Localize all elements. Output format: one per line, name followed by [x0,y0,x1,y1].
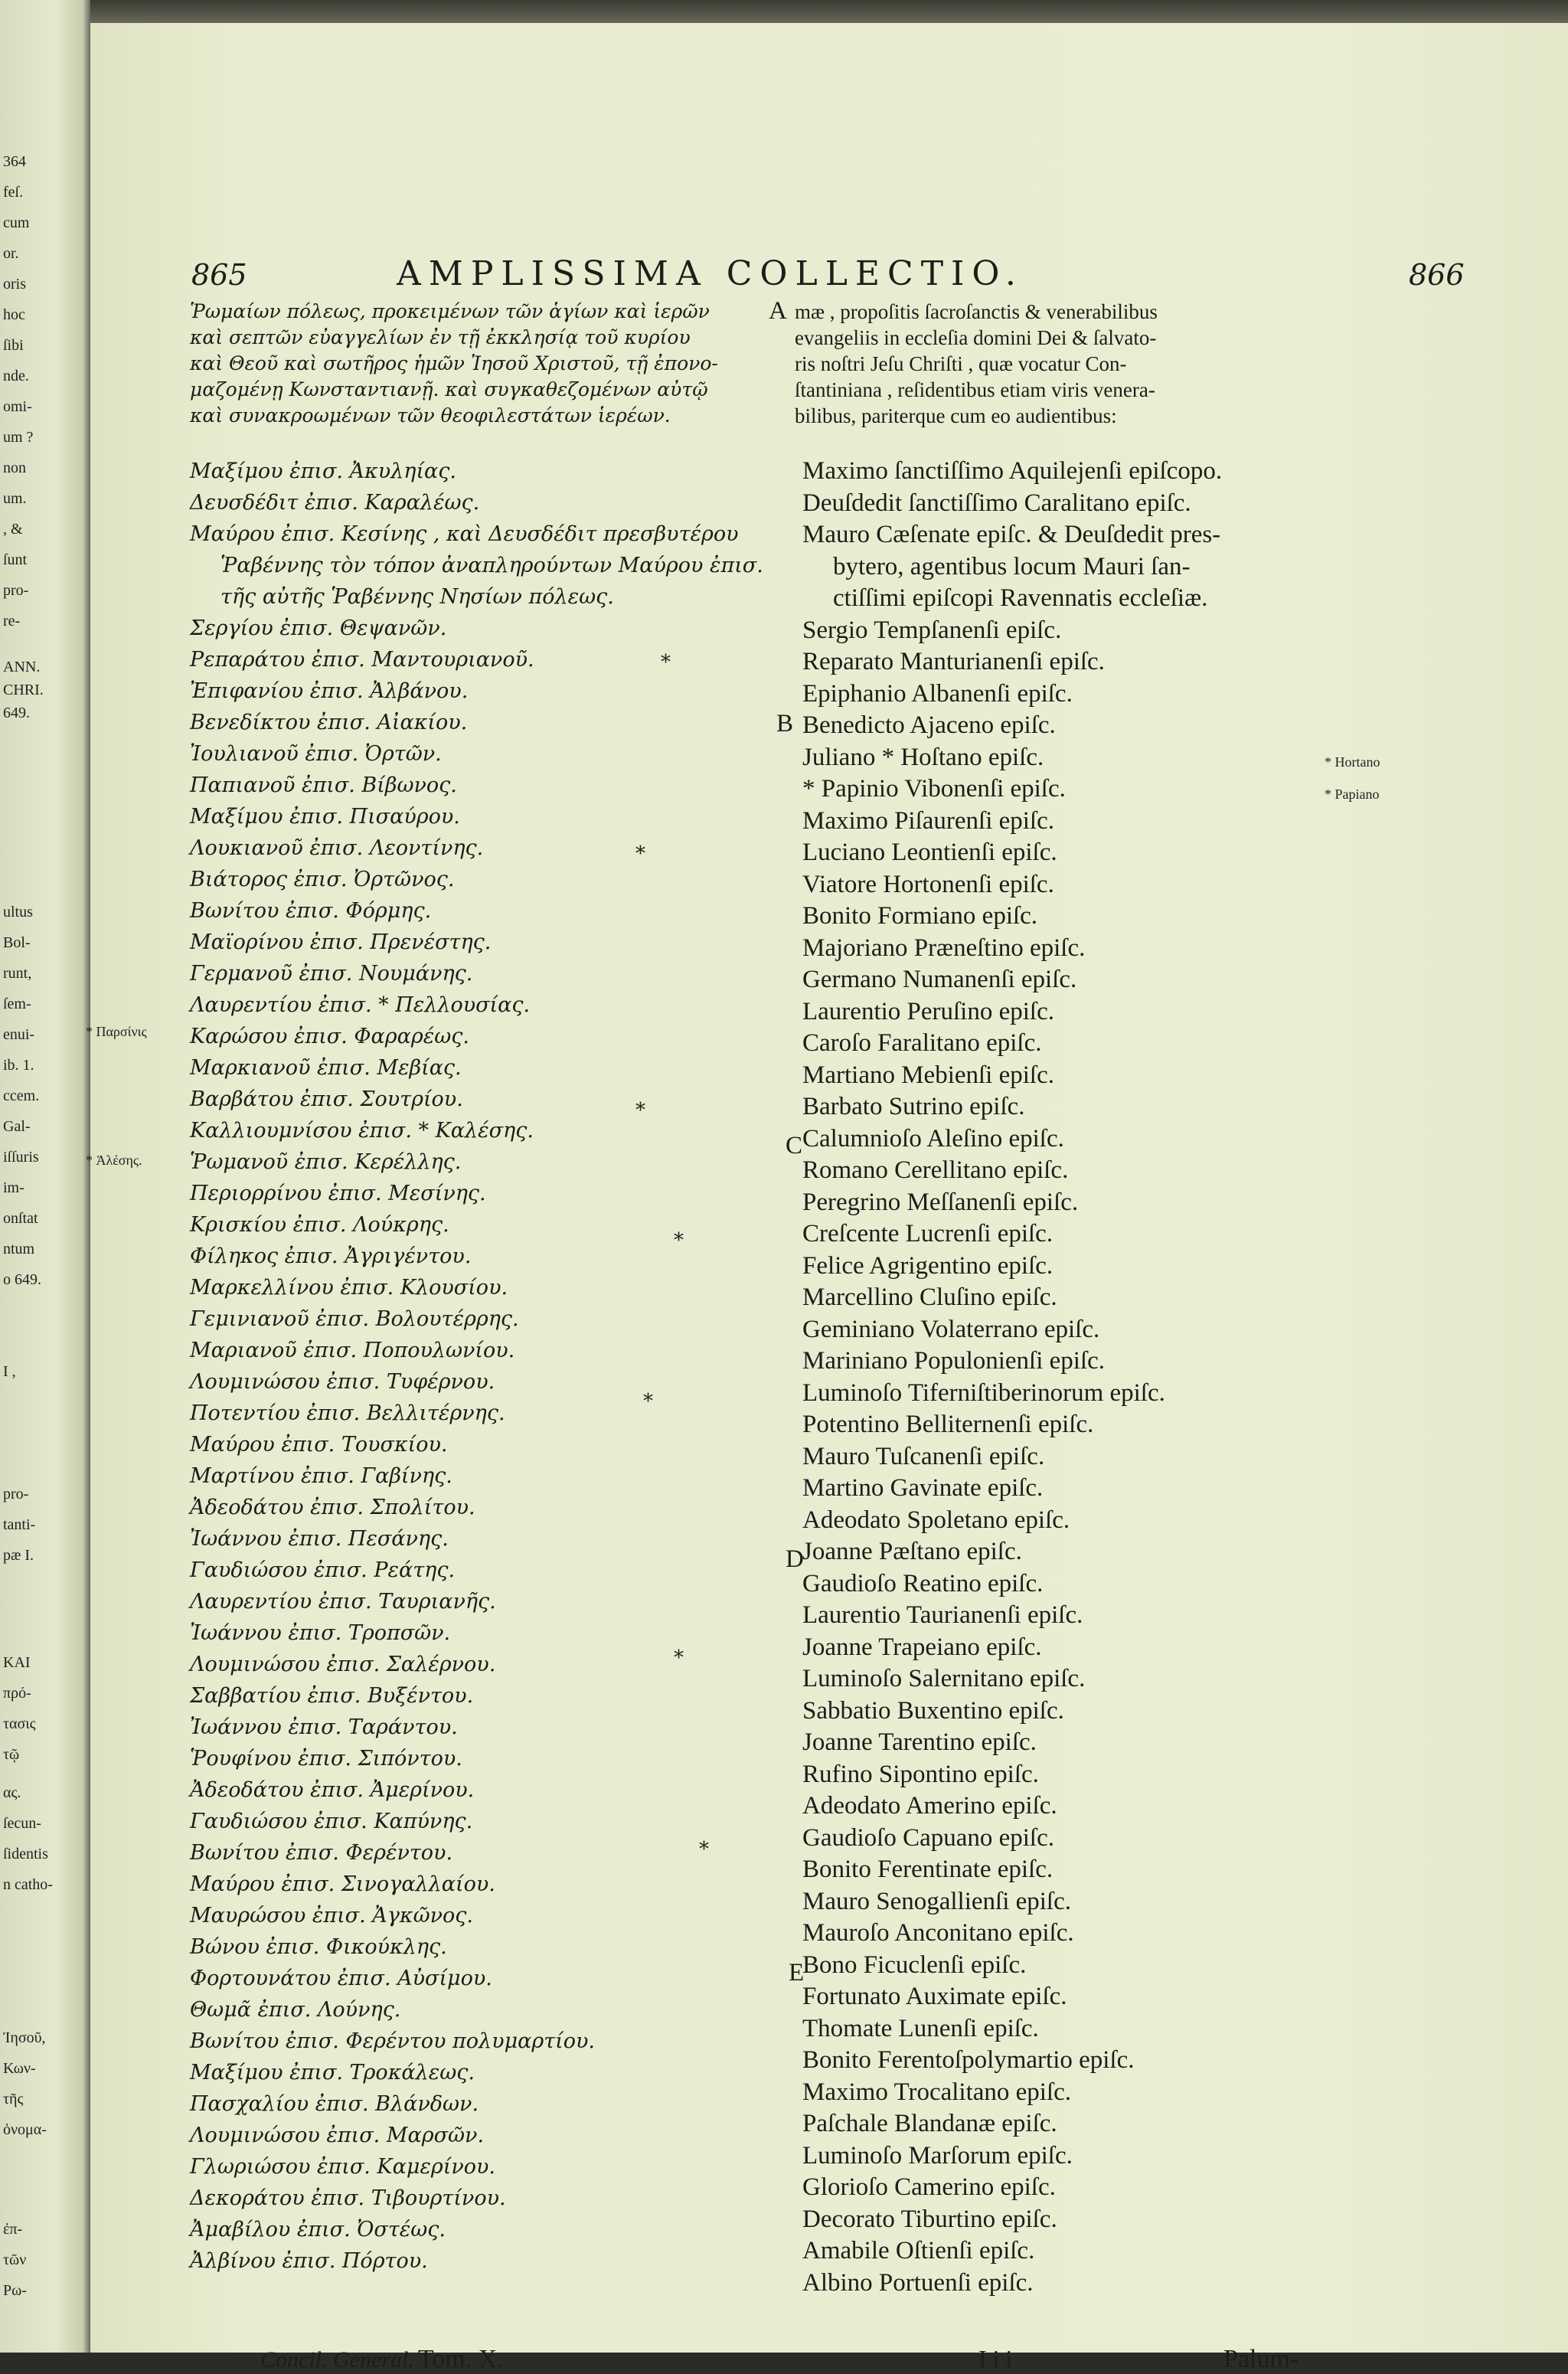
latin-entry: Luminoſo Salernitano epiſc. [802,1665,1086,1692]
facing-page-fragment: ccem. [3,1087,40,1104]
greek-entry: Μαξίμου ἐπισ. Πισαύρου. [190,805,460,829]
facing-page-fragment: feſ. [3,184,24,201]
facing-page-fragment: ſecun- [3,1815,41,1832]
greek-entry: Ἰωάννου ἐπισ. Τροπσῶν. [190,1621,451,1645]
facing-page-fragment: KAI [3,1654,31,1671]
greek-entry: Βαρβάτου ἐπισ. Σουτρίου. [190,1087,463,1111]
latin-entry: Maximo Trocalitano epiſc. [802,2078,1072,2106]
latin-entry: Martino Gavinate epiſc. [802,1474,1044,1502]
greek-entry: τῆς αὐτῆς Ῥαβέννης Νησίων πόλεως. [220,585,614,609]
book-page [86,23,1568,2373]
facing-page-fragment: τῷ [3,1746,20,1763]
greek-entry: Βωνίτου ἐπισ. Φόρμης. [190,899,432,923]
latin-entry: Benedicto Ajaceno epiſc. [802,711,1056,739]
facing-page-fragment: Gal- [3,1118,31,1135]
greek-entry: Λαυρεντίου ἐπισ. Ταυριανῆς. [190,1590,496,1614]
greek-entry: Λουμινώσου ἐπισ. Σαλέρνου. [190,1653,496,1676]
latin-entry: Rufino Sipontino epiſc. [802,1760,1039,1788]
greek-entry: Ἰουλιανοῦ ἐπισ. Ὀρτῶν. [190,742,442,766]
greek-entry: Γαυδιώσου ἐπισ. Καπύνης. [190,1810,473,1833]
facing-page-fragment: um. [3,490,27,507]
latin-entry: Albino Portuenſi epiſc. [802,2268,1034,2297]
facing-page-fragment: 364 [3,153,26,170]
latin-column [802,456,1222,2299]
greek-entry: Σαββατίου ἐπισ. Βυξέντου. [190,1684,474,1708]
greek-entry: Λουκιανοῦ ἐπισ. Λεοντίνης. [190,836,484,860]
facing-page-fragment: CHRI. [3,682,44,698]
latin-entry: Creſcente Lucrenſi epiſc. [802,1220,1054,1247]
latin-entry: Laurentio Taurianenſi epiſc. [802,1601,1083,1629]
margin-note-hortano: * Hortano [1325,754,1380,770]
collation-asterisk: * [699,1838,709,1861]
greek-entry: Μαύρου ἐπισ. Τουσκίου. [190,1433,448,1457]
greek-entry: Ἀδεοδάτου ἐπισ. Σπολίτου. [190,1496,475,1519]
greek-entry: Μαρκελλίνου ἐπισ. Κλουσίου. [190,1276,508,1300]
latin-entry: Mauro Senogallienſi epiſc. [802,1887,1071,1915]
margin-note-greek-2: * Ἀλέσης. [86,1153,142,1168]
greek-intro-line: καὶ συνακροωμένων τῶν θεοφιλεστάτων ἱερέων. [190,404,671,427]
latin-entry: Mauro Cæſenate epiſc. & Deuſdedit pres- [802,521,1221,548]
facing-page-fragment: ὀνομα- [3,2121,47,2138]
greek-entry: Ἐπιφανίου ἐπισ. Ἀλβάνου. [190,679,469,703]
greek-entry: Ἰωάννου ἐπισ. Ταράντου. [190,1715,458,1739]
greek-entry: Λουμινώσου ἐπισ. Τυφέρνου. [190,1370,495,1394]
facing-page-fragment: oris [3,276,26,293]
greek-intro-line: μαζομένῃ Κωνσταντιανῇ. καὶ συγκαθεζομένων αὐτῷ [190,378,708,401]
greek-entry: Βενεδίκτου ἐπισ. Αἰακίου. [190,711,468,734]
latin-entry: Gaudioſo Capuano epiſc. [802,1823,1055,1852]
facing-page-fragment: Ἰησοῦ, [3,2029,46,2046]
facing-page-fragment: ntum [3,1241,35,1257]
latin-entry: Paſchale Blandanæ epiſc. [802,2110,1057,2137]
facing-page-fragment: ſidentis [3,1846,48,1862]
greek-entry: Ἀδεοδάτου ἐπισ. Ἀμερίνου. [190,1778,475,1802]
latin-entry: Adeodato Spoletano epiſc. [802,1506,1070,1534]
collation-asterisk: * [635,842,645,865]
latin-entry: Maximo Piſaurenſi epiſc. [802,806,1055,835]
greek-entry: Καρώσου ἐπισ. Φαραρέως. [190,1025,469,1048]
facing-page-fragment: pro- [3,1486,29,1503]
greek-entry: Παπιανοῦ ἐπισ. Βίβωνος. [190,773,457,797]
facing-page-fragment: um ? [3,429,34,446]
latin-entry: Juliano * Hoſtano epiſc. [802,743,1044,771]
latin-entry: Thomate Lunenſi epiſc. [802,2014,1039,2042]
margin-note-greek-1: * Παρσίνις [86,1024,147,1039]
latin-intro-line: evangeliis in eccleſia domini Dei & ſalvato- [795,326,1157,349]
section-letter-d: D [786,1545,804,1573]
latin-entry: Calumnioſo Aleſino epiſc. [802,1124,1064,1153]
greek-entry: Μαυρώσου ἐπισ. Ἀγκῶνος. [190,1904,474,1928]
collation-asterisk: * [674,1229,684,1252]
latin-entry: Glorioſo Camerino epiſc. [802,2173,1056,2201]
latin-entry: Viatore Hortonenſi epiſc. [802,870,1054,898]
section-letter-c: C [786,1132,803,1159]
signature-mark: I i i [978,2345,1013,2372]
greek-entry: Ἀμαβίλου ἐπισ. Ὀστέως. [190,2218,446,2242]
latin-entry: Luminoſo Marſorum epiſc. [802,2141,1073,2170]
greek-entry: Σεργίου ἐπισ. Θεψανῶν. [190,616,447,640]
facing-page-fragment: runt, [3,965,32,982]
latin-entry: Barbato Sutrino epiſc. [802,1093,1025,1120]
running-title: AMPLISSIMA COLLECTIO. [397,254,1024,293]
collation-asterisk: * [635,1099,645,1122]
facing-page-fragment: Ρω- [3,2282,27,2299]
latin-entry: Adeodato Amerino epiſc. [802,1792,1057,1820]
latin-entry: Martiano Mebienſi epiſc. [802,1061,1054,1089]
greek-entry: Γερμανοῦ ἐπισ. Νουμάνης. [190,962,473,986]
latin-entry: ctiſſimi epiſcopi Ravennatis eccleſiæ. [833,584,1208,612]
facing-page-fragment: re- [3,613,21,629]
facing-page-fragment: I , [3,1363,16,1380]
latin-entry: Mariniano Populonienſi epiſc. [802,1347,1106,1375]
section-letter-b: B [776,710,794,737]
latin-entry: bytero, agentibus locum Mauri ſan- [833,552,1191,580]
latin-entry: Deuſdedit ſanctiſſimo Caralitano epiſc. [802,489,1191,517]
latin-entry: * Papinio Vibonenſi epiſc. [802,775,1066,803]
greek-entry: Ῥαβέννης τὸν τόπον ἀναπληρούντων Μαύρου ἐπισ. [220,554,763,577]
facing-page-fragment: τῆς [3,2091,24,2107]
greek-entry: Ῥωμανοῦ ἐπισ. Κερέλλης. [190,1150,462,1174]
latin-entry: Mauro Tuſcanenſi epiſc. [802,1442,1045,1470]
greek-entry: Λουμινώσου ἐπισ. Μαρσῶν. [190,2124,485,2147]
greek-entry: Ἀλβίνου ἐπισ. Πόρτου. [190,2249,428,2273]
left-page-number: 865 [191,258,247,292]
greek-entry: Θωμᾶ ἐπισ. Λούνης. [190,1998,401,2022]
facing-page-fragment: n catho- [3,1876,53,1893]
greek-entry: Μαρτίνου ἐπισ. Γαβίνης. [190,1464,452,1488]
greek-entry: Κρισκίου ἐπισ. Λούκρης. [190,1213,449,1237]
facing-page-fragment: hoc [3,306,25,323]
latin-entry: Caroſo Faralitano epiſc. [802,1029,1042,1057]
latin-entry: Sabbatio Buxentino epiſc. [802,1696,1064,1725]
facing-page-fragment: non [3,459,26,476]
facing-page-fragment: tanti- [3,1516,36,1533]
facing-page-fragment: enui- [3,1026,35,1043]
latin-intro-line: mæ , propoſitis ſacroſanctis & venerabilibus [795,300,1158,323]
catchword: Palum- [1223,2345,1299,2373]
greek-entry: Δευσδέδιτ ἐπισ. Καραλέως. [190,491,480,515]
latin-entry: Majoriano Præneſtino epiſc. [802,934,1086,962]
latin-entry: Laurentio Peruſino epiſc. [802,997,1054,1025]
greek-entry: Ἰωάννου ἐπισ. Πεσάνης. [190,1527,449,1551]
greek-entry: Πασχαλίου ἐπισ. Βλάνδων. [190,2092,479,2116]
latin-entry: Potentino Belliternenſi epiſc. [802,1411,1094,1438]
facing-page-fragment: Κων- [3,2060,36,2077]
latin-intro [795,299,1158,429]
facing-page-fragment: ας. [3,1784,21,1801]
greek-entry: Μαύρου ἐπισ. Σινογαλλαίου. [190,1872,495,1896]
facing-page-fragment: onſtat [3,1210,38,1227]
latin-entry: Joanne Trapeiano epiſc. [802,1633,1042,1661]
greek-intro [190,299,718,429]
greek-entry: Περιορρίνου ἐπισ. Μεσίνης. [190,1182,486,1205]
latin-entry: Joanne Pæſtano epiſc. [802,1538,1022,1565]
facing-page-fragment: τασις [3,1715,36,1732]
greek-entry: Λαυρεντίου ἐπισ. * Πελλουσίας. [190,993,531,1017]
latin-entry: Germano Numanenſi epiſc. [802,966,1077,993]
greek-entry: Καλλιουμνίσου ἐπισ. * Καλέσης. [190,1119,534,1143]
greek-column [190,456,763,2277]
latin-entry: Bonito Ferentoſpolymartio epiſc. [802,2046,1135,2074]
facing-page-fragment: omi- [3,398,32,415]
greek-entry: Φίληκος ἐπισ. Ἀγριγέντου. [190,1244,472,1268]
latin-entry: Luminoſo Tiferniſtiberinorum epiſc. [802,1378,1165,1407]
facing-page-fragment: o 649. [3,1271,41,1288]
greek-entry: Βιάτορος ἐπισ. Ὀρτῶνος. [190,868,455,891]
latin-entry: Marcellino Cluſino epiſc. [802,1283,1057,1311]
latin-entry: Bono Ficuclenſi epiſc. [802,1951,1027,1979]
latin-entry: Geminiano Volaterrano epiſc. [802,1315,1100,1343]
greek-entry: Μαξίμου ἐπισ. Τροκάλεως. [190,2061,475,2085]
latin-entry: Reparato Manturianenſi epiſc. [802,648,1105,675]
facing-page-fragment: ib. 1. [3,1057,34,1074]
facing-page-fragment: ultus [3,904,33,920]
footer-left: Concil. General. Tom. X. [260,2345,504,2373]
latin-entry: Mauroſo Anconitano epiſc. [802,1919,1074,1947]
latin-entry: Fortunato Auximate epiſc. [802,1983,1067,2010]
latin-entry: Peregrino Meſſanenſi epiſc. [802,1188,1079,1216]
facing-page-fragment: or. [3,245,19,262]
right-page-number: 866 [1409,258,1465,292]
greek-entry: Μαύρου ἐπισ. Κεσίνης , καὶ Δευσδέδιτ πρεσβυτέρου [190,522,739,546]
greek-intro-line: Ῥωμαίων πόλεως, προκειμένων τῶν ἁγίων καὶ ἱερῶν [190,300,710,322]
facing-page-fragment: πρό- [3,1685,31,1702]
greek-entry: Ρεπαράτου ἐπισ. Μαντουριανοῦ. [190,648,534,672]
margin-note-papiano: * Papiano [1325,786,1380,802]
greek-entry: Φορτουνάτου ἐπισ. Αὐσίμου. [190,1967,492,1990]
greek-entry: Γεμινιανοῦ ἐπισ. Βολουτέρρης. [190,1307,519,1331]
collation-asterisk: * [643,1390,653,1413]
latin-entry: Bonito Formiano epiſc. [802,902,1038,930]
facing-page-fragment: , & [3,521,23,538]
facing-page-fragment: ſunt [3,551,28,568]
latin-intro-line: ris noſtri Jeſu Chriſti , quæ vocatur Con- [795,352,1127,375]
greek-entry: Μαϊορίνου ἐπισ. Πρενέστης. [190,930,492,954]
collation-asterisk: * [661,651,671,674]
section-letter-e: E [789,1959,805,1987]
greek-entry: Βωνίτου ἐπισ. Φερέντου πολυμαρτίου. [190,2029,596,2053]
latin-entry: Felice Agrigentino epiſc. [802,1251,1054,1280]
latin-entry: Sergio Tempſanenſi epiſc. [802,616,1062,644]
latin-entry: Maximo ſanctiſſimo Aquilejenſi epiſcopo. [802,457,1223,485]
greek-entry: Ῥουφίνου ἐπισ. Σιπόντου. [190,1747,462,1771]
facing-page-fragment: pæ I. [3,1547,34,1564]
greek-entry: Δεκοράτου ἐπισ. Τιβουρτίνου. [190,2186,506,2210]
facing-page-fragment: iſſuris [3,1149,39,1166]
greek-entry: Γαυδιώσου ἐπισ. Ρεάτης. [190,1558,456,1582]
facing-page-spine [0,0,92,2353]
greek-entry: Ποτεντίου ἐπισ. Βελλιτέρνης. [190,1401,505,1425]
latin-entry: Joanne Tarentino epiſc. [802,1728,1037,1756]
greek-entry: Μαξίμου ἐπισ. Ἀκυληίας. [190,459,456,483]
latin-entry: Luciano Leontienſi epiſc. [802,839,1057,866]
latin-entry: Amabile Oſtienſi epiſc. [802,2237,1035,2264]
latin-entry: Epiphanio Albanenſi epiſc. [802,679,1073,708]
latin-entry: Romano Cerellitano epiſc. [802,1156,1069,1184]
facing-page-fragment: τῶν [3,2251,27,2268]
greek-intro-line: καὶ σεπτῶν εὐαγγελίων ἐν τῇ ἐκκλησίᾳ τοῦ κυρίου [190,326,691,348]
section-letter-a: A [769,297,787,325]
greek-entry: Μαρκιανοῦ ἐπισ. Μεβίας. [190,1056,462,1080]
latin-intro-line: bilibus, pariterque cum eo audientibus: [795,404,1117,427]
facing-page-fragment: cum [3,214,30,231]
greek-entry: Βώνου ἐπισ. Φικούκλης. [190,1935,447,1959]
latin-entry: Bonito Ferentinate epiſc. [802,1856,1054,1883]
book-top-edge [90,0,1568,25]
greek-entry: Μαριανοῦ ἐπισ. Ποπουλωνίου. [190,1339,515,1362]
facing-page-fragment: ἐπ- [3,2221,23,2238]
facing-page-fragment: 649. [3,705,30,721]
latin-entry: Decorato Tiburtino epiſc. [802,2205,1057,2233]
latin-entry: Gaudioſo Reatino epiſc. [802,1569,1044,1597]
facing-page-fragment: pro- [3,582,29,599]
latin-intro-line: ſtantiniana , reſidentibus etiam viris venera- [795,378,1155,401]
facing-page-fragment: Bol- [3,934,31,951]
facing-page-fragment: ſibi [3,337,24,354]
facing-page-fragment: ſem- [3,996,31,1012]
facing-page-fragment: ANN. [3,659,41,675]
collation-asterisk: * [674,1646,684,1669]
facing-page-fragment: nde. [3,368,29,384]
greek-entry: Βωνίτου ἐπισ. Φερέντου. [190,1841,453,1865]
facing-page-fragment: im- [3,1179,24,1196]
greek-intro-line: καὶ Θεοῦ καὶ σωτῆρος ἡμῶν Ἰησοῦ Χριστοῦ, τῇ ἐπονο- [190,352,718,374]
greek-entry: Γλωριώσου ἐπισ. Καμερίνου. [190,2155,496,2179]
